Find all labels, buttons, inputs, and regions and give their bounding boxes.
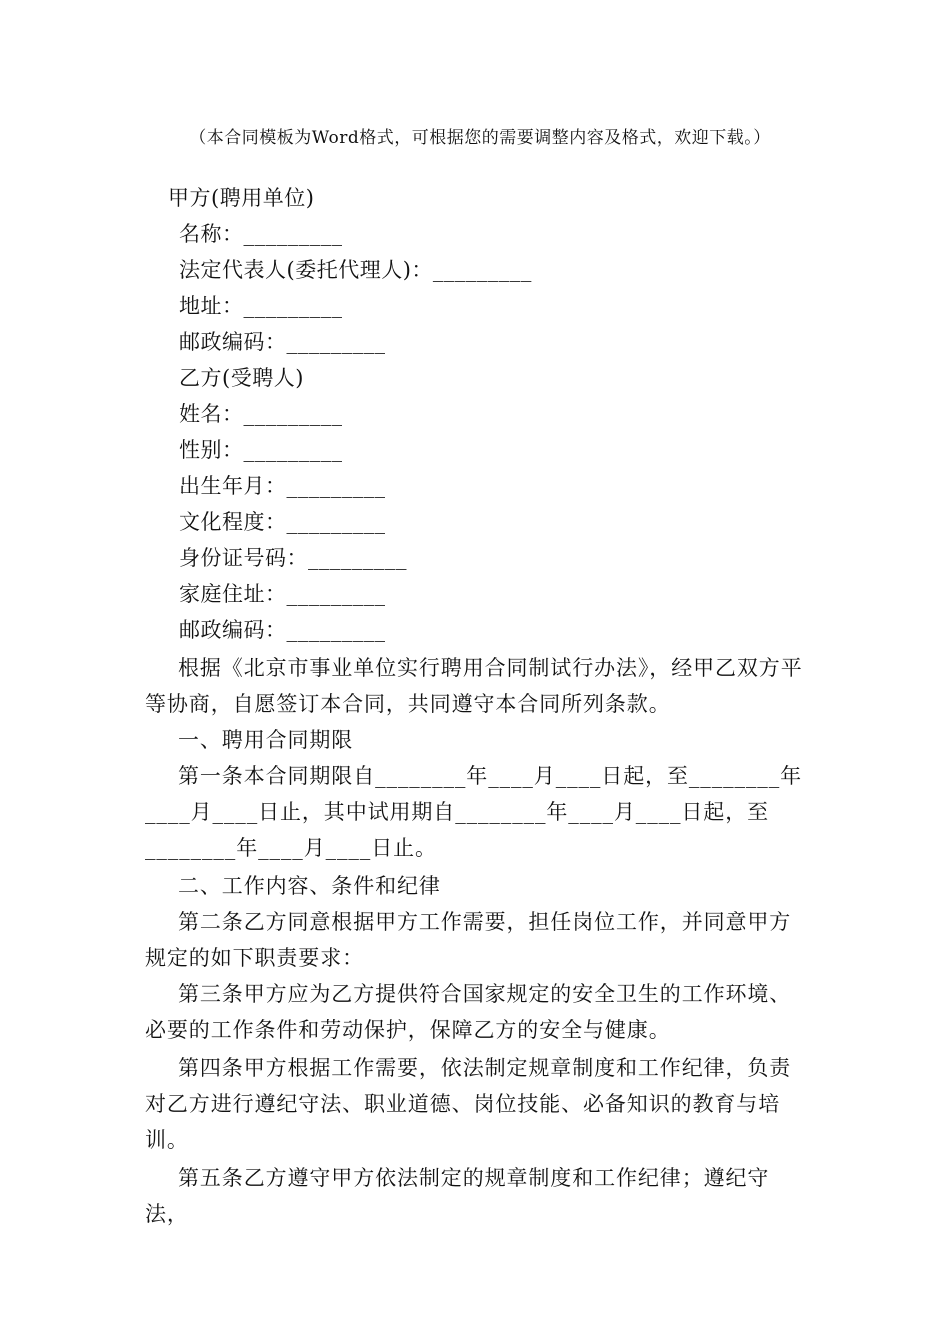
party-a-rep-field: 法定代表人(委托代理人)：_________ [179,258,532,282]
section-2-heading: 二、工作内容、条件和纪律 [178,874,441,898]
article-3: 第三条甲方应为乙方提供符合国家规定的安全卫生的工作环境、必要的工作条件和劳动保护，保障乙方的安全与健康。 [145,982,792,1042]
article-1: 第一条本合同期限自________年____月____日起，至________年____月____日止，其中试用期自________年____月____日起，至________年____月____日止。 [145,764,802,860]
party-a-postcode-field: 邮政编码：_________ [179,330,386,354]
party-b-gender-field: 性别：_________ [179,438,343,462]
party-a-address-field: 地址：_________ [179,294,343,318]
party-b-postcode-field: 邮政编码：_________ [179,618,386,642]
party-b-name-field: 姓名：_________ [179,402,343,426]
article-4: 第四条甲方根据工作需要，依法制定规章制度和工作纪律，负责对乙方进行遵纪守法、职业道德、岗位技能、必备知识的教育与培训。 [145,1056,792,1152]
section-1-heading: 一、聘用合同期限 [178,728,354,752]
party-b-birth-field: 出生年月：_________ [179,474,386,498]
party-b-education-field: 文化程度：_________ [179,510,386,534]
party-b-heading: 乙方(受聘人) [179,366,304,390]
party-a-name-field: 名称：_________ [179,222,343,246]
article-5: 第五条乙方遵守甲方依法制定的规章制度和工作纪律；遵纪守法， [145,1166,770,1226]
party-b-id-field: 身份证号码：_________ [179,546,407,570]
intro-paragraph: 根据《北京市事业单位实行聘用合同制试行办法》，经甲乙双方平等协商，自愿签订本合同，共同遵守本合同所列条款。 [145,656,803,716]
template-note: （本合同模板为Word格式，可根据您的需要调整内容及格式，欢迎下载。） [189,128,771,148]
party-b-home-field: 家庭住址：_________ [179,582,386,606]
article-2: 第二条乙方同意根据甲方工作需要，担任岗位工作，并同意甲方规定的如下职责要求： [145,910,792,970]
party-a-heading: 甲方(聘用单位) [168,186,315,210]
